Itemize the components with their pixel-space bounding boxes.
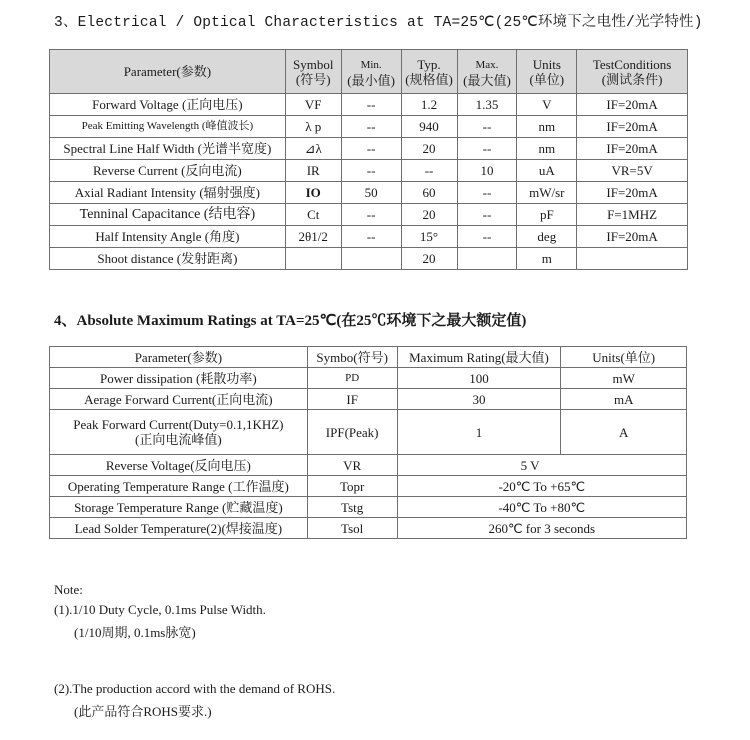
section3-title: 3、Electrical / Optical Characteristics at TA=25℃(25℃环境下之电性/光学特性) xyxy=(54,15,703,31)
cell-max: -- xyxy=(457,116,517,138)
cell-param: Aerage Forward Current(正向电流) xyxy=(50,389,308,410)
table-row xyxy=(50,160,688,182)
cell-max: -- xyxy=(457,226,517,248)
electrical-optical-table xyxy=(49,49,688,270)
cell-rating: 1 xyxy=(397,410,561,455)
cell-symbol: VF xyxy=(285,94,341,116)
table-row xyxy=(50,116,688,138)
cell-unit: nm xyxy=(517,138,577,160)
cell-cond: IF=20mA xyxy=(577,116,688,138)
cell-typ: 1.2 xyxy=(401,94,457,116)
cell-typ: 20 xyxy=(401,138,457,160)
cell-symbol: 2θ1/2 xyxy=(285,226,341,248)
table-row xyxy=(50,476,687,497)
table-row xyxy=(50,138,688,160)
notes-heading: Note: xyxy=(54,582,83,597)
cell-param: Peak Emitting Wavelength (峰值波长) xyxy=(50,116,286,138)
cell-rating: 30 xyxy=(397,389,561,410)
table-row xyxy=(50,455,687,476)
cell-typ: 20 xyxy=(401,248,457,270)
cell-max: -- xyxy=(457,204,517,226)
cell-typ: -- xyxy=(401,160,457,182)
cell-param: Peak Forward Current(Duty=0.1,1KHZ) (正向电流峰值) xyxy=(50,410,308,455)
cell-unit: mW/sr xyxy=(517,182,577,204)
cell-min: -- xyxy=(341,116,401,138)
cell-cond: IF=20mA xyxy=(577,182,688,204)
cell-rating: -40℃ To +80℃ xyxy=(397,497,686,518)
table-row xyxy=(50,182,688,204)
cell-cond: F=1MHZ xyxy=(577,204,688,226)
table-row xyxy=(50,248,688,270)
absolute-max-ratings-table xyxy=(49,346,687,539)
cell-cond: IF=20mA xyxy=(577,138,688,160)
table-header-row xyxy=(50,50,688,94)
cell-rating: 100 xyxy=(397,368,561,389)
note-2: (2).The production accord with the demand of ROHS. xyxy=(54,681,336,696)
header-symbol: Symbol (符号) xyxy=(285,50,341,94)
cell-symbol: IO xyxy=(285,182,341,204)
cell-typ: 940 xyxy=(401,116,457,138)
cell-param: Power dissipation (耗散功率) xyxy=(50,368,308,389)
header-symbol: Symbo(符号) xyxy=(307,347,397,368)
header-max: Max. (最大值) xyxy=(457,50,517,94)
table-row xyxy=(50,497,687,518)
cell-unit: m xyxy=(517,248,577,270)
cell-cond: VR=5V xyxy=(577,160,688,182)
cell-param: Reverse Current (反向电流) xyxy=(50,160,286,182)
cell-typ: 15° xyxy=(401,226,457,248)
cell-param: Storage Temperature Range (贮藏温度) xyxy=(50,497,308,518)
cell-param: Reverse Voltage(反向电压) xyxy=(50,455,308,476)
cell-max: -- xyxy=(457,182,517,204)
cell-symbol: ⊿λ xyxy=(285,138,341,160)
cell-max: -- xyxy=(457,138,517,160)
cell-min: -- xyxy=(341,160,401,182)
table-row xyxy=(50,518,687,539)
note-2-zh: (此产品符合ROHS要求.) xyxy=(74,704,212,719)
table-row xyxy=(50,204,688,226)
cell-max xyxy=(457,248,517,270)
cell-symbol xyxy=(285,248,341,270)
cell-min: -- xyxy=(341,94,401,116)
header-test-conditions: TestConditions (测试条件) xyxy=(577,50,688,94)
table-row xyxy=(50,389,687,410)
cell-min xyxy=(341,248,401,270)
cell-min: -- xyxy=(341,138,401,160)
cell-unit: uA xyxy=(517,160,577,182)
cell-symbol: IF xyxy=(307,389,397,410)
cell-unit: mW xyxy=(561,368,687,389)
header-units: Units(单位) xyxy=(561,347,687,368)
cell-param: Half Intensity Angle (角度) xyxy=(50,226,286,248)
table-header-row xyxy=(50,347,687,368)
cell-param: Shoot distance (发射距离) xyxy=(50,248,286,270)
cell-unit: pF xyxy=(517,204,577,226)
cell-symbol: VR xyxy=(307,455,397,476)
cell-cond: IF=20mA xyxy=(577,226,688,248)
cell-max: 10 xyxy=(457,160,517,182)
cell-symbol: IR xyxy=(285,160,341,182)
note-1: (1).1/10 Duty Cycle, 0.1ms Pulse Width. xyxy=(54,602,266,617)
cell-cond: IF=20mA xyxy=(577,94,688,116)
cell-unit: A xyxy=(561,410,687,455)
header-min: Min. (最小值) xyxy=(341,50,401,94)
cell-rating: -20℃ To +65℃ xyxy=(397,476,686,497)
cell-cond xyxy=(577,248,688,270)
header-max-rating: Maximum Rating(最大值) xyxy=(397,347,561,368)
cell-rating: 260℃ for 3 seconds xyxy=(397,518,686,539)
table-row xyxy=(50,410,687,455)
cell-param: Spectral Line Half Width (光谱半宽度) xyxy=(50,138,286,160)
header-parameter: Parameter(参数) xyxy=(50,50,286,94)
cell-param: Operating Temperature Range (工作温度) xyxy=(50,476,308,497)
cell-unit: mA xyxy=(561,389,687,410)
cell-symbol: Topr xyxy=(307,476,397,497)
cell-param: Lead Solder Temperature(2)(焊接温度) xyxy=(50,518,308,539)
header-units: Units (单位) xyxy=(517,50,577,94)
cell-symbol: IPF(Peak) xyxy=(307,410,397,455)
section4-title: 4、Absolute Maximum Ratings at TA=25℃(在25℃环境下之最大额定值) xyxy=(54,313,527,329)
cell-symbol: Ct xyxy=(285,204,341,226)
cell-symbol: Tsol xyxy=(307,518,397,539)
cell-min: 50 xyxy=(341,182,401,204)
cell-typ: 60 xyxy=(401,182,457,204)
cell-unit: nm xyxy=(517,116,577,138)
table-row xyxy=(50,94,688,116)
header-parameter: Parameter(参数) xyxy=(50,347,308,368)
table-row xyxy=(50,368,687,389)
cell-symbol: PD xyxy=(307,368,397,389)
header-typ: Typ. (规格值) xyxy=(401,50,457,94)
note-1-zh: (1/10周期, 0.1ms脉宽) xyxy=(74,625,196,640)
cell-max: 1.35 xyxy=(457,94,517,116)
cell-symbol: Tstg xyxy=(307,497,397,518)
cell-unit: V xyxy=(517,94,577,116)
table-row xyxy=(50,226,688,248)
cell-min: -- xyxy=(341,226,401,248)
cell-param: Forward Voltage (正向电压) xyxy=(50,94,286,116)
cell-param: Tenninal Capacitance (结电容) xyxy=(50,204,286,226)
cell-symbol: λ p xyxy=(285,116,341,138)
cell-rating: 5 V xyxy=(397,455,686,476)
cell-min: -- xyxy=(341,204,401,226)
cell-unit: deg xyxy=(517,226,577,248)
cell-param: Axial Radiant Intensity (辐射强度) xyxy=(50,182,286,204)
cell-typ: 20 xyxy=(401,204,457,226)
